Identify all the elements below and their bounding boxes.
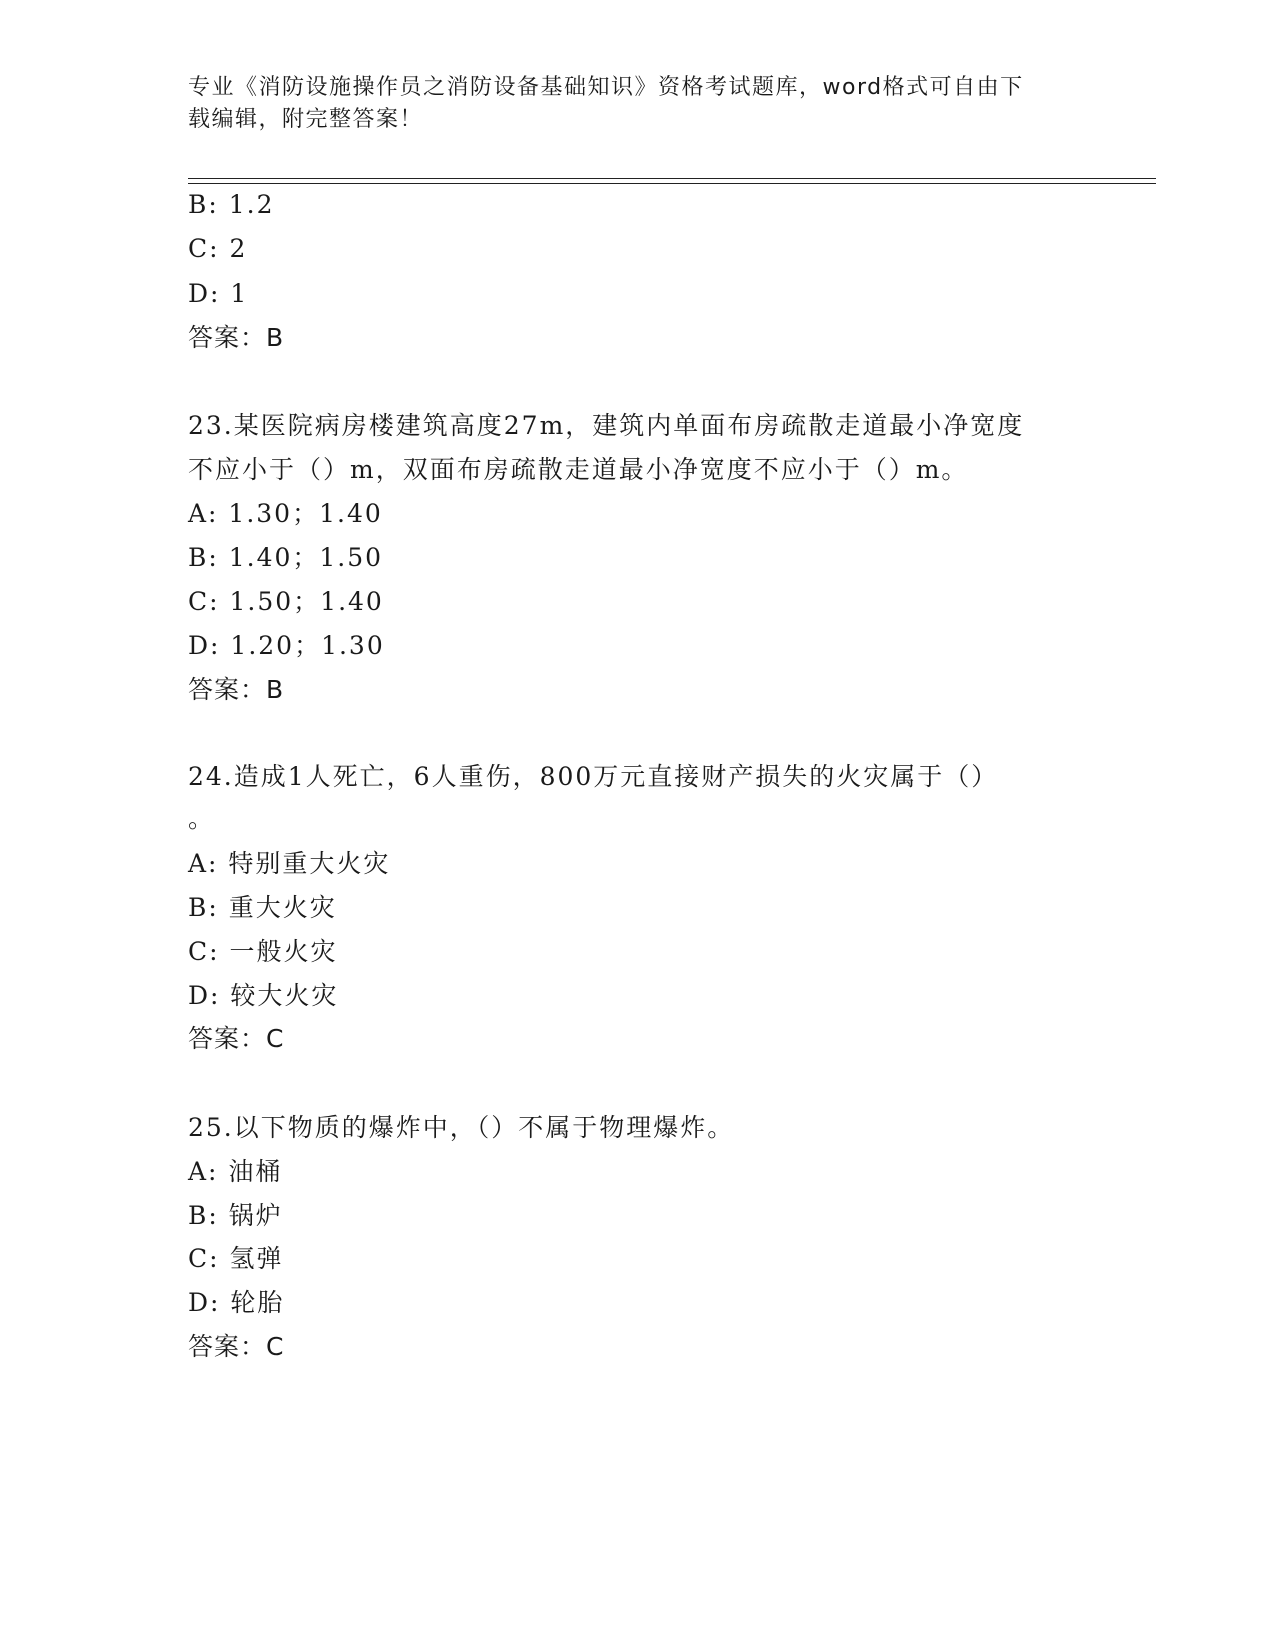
header-intro-line-2: 载编辑，附完整答案！ bbox=[188, 107, 424, 132]
q23-option-b: B: 1.40；1.50 bbox=[188, 543, 384, 572]
q24-option-c: C: 一般火灾 bbox=[188, 937, 338, 966]
q23-answer: 答案：B bbox=[188, 675, 285, 704]
document-header bbox=[188, 72, 1068, 136]
header-divider-bottom bbox=[188, 183, 1156, 184]
q25-option-d: D: 轮胎 bbox=[188, 1288, 285, 1317]
q25-answer: 答案：C bbox=[188, 1332, 285, 1361]
header-divider-top bbox=[188, 178, 1156, 179]
q24-option-d: D: 较大火灾 bbox=[188, 981, 339, 1010]
q24-stem-line-2: 。 bbox=[188, 804, 216, 833]
q23-stem-line-1: 23.某医院病房楼建筑高度27m，建筑内单面布房疏散走道最小净宽度 bbox=[188, 411, 1025, 440]
prev-question-answer: 答案：B bbox=[188, 323, 285, 352]
header-intro-line-1: 专业《消防设施操作员之消防设备基础知识》资格考试题库，word格式可自由下 bbox=[188, 75, 1024, 100]
prev-question-option-d: D: 1 bbox=[188, 279, 249, 308]
q25-stem-line-1: 25.以下物质的爆炸中，（）不属于物理爆炸。 bbox=[188, 1113, 735, 1142]
q23-stem-line-2: 不应小于（）m，双面布房疏散走道最小净宽度不应小于（）m。 bbox=[188, 455, 969, 484]
q24-answer: 答案：C bbox=[188, 1024, 285, 1053]
q25-option-c: C: 氢弹 bbox=[188, 1244, 284, 1273]
q24-option-a: A: 特别重大火灾 bbox=[188, 849, 391, 878]
q23-option-a: A: 1.30；1.40 bbox=[188, 499, 383, 528]
q23-option-c: C: 1.50；1.40 bbox=[188, 587, 384, 616]
prev-question-option-b: B: 1.2 bbox=[188, 190, 275, 219]
q24-option-b: B: 重大火灾 bbox=[188, 893, 337, 922]
q25-option-b: B: 锅炉 bbox=[188, 1201, 283, 1230]
q23-option-d: D: 1.20；1.30 bbox=[188, 631, 385, 660]
prev-question-option-c: C: 2 bbox=[188, 234, 248, 263]
q24-stem-line-1: 24.造成1人死亡，6人重伤，800万元直接财产损失的火灾属于（） bbox=[188, 762, 999, 791]
q25-option-a: A: 油桶 bbox=[188, 1157, 283, 1186]
